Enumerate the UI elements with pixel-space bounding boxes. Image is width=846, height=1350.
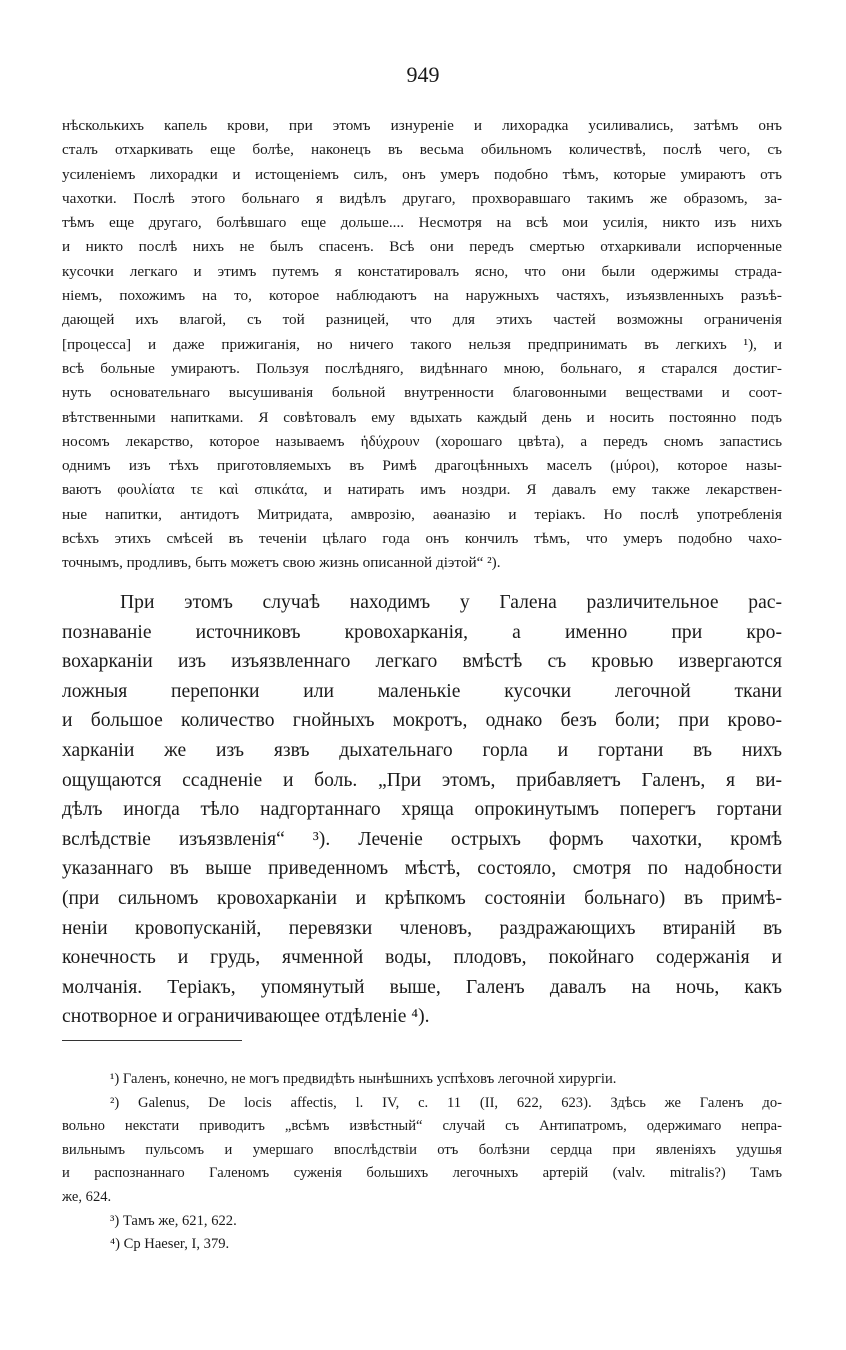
text-line: дающей ихъ влагой, съ той разницей, что для этихъ частей возможны ограниченія xyxy=(62,311,782,329)
text-line: носомъ лекарство, которое называемъ ἡδύχρουν (хорошаго цвѣта), а передъ сномъ запастись xyxy=(62,432,782,450)
main-paragraph xyxy=(62,588,782,1032)
footnote-divider xyxy=(62,1040,242,1041)
text-line: ощущаются ссадненіе и боль. „При этомъ, прибавляетъ Галенъ, я ви- xyxy=(62,769,782,791)
footnote-line: ²) Galenus, De locis affectis, l. IV, c. 11 (II, 622, 623). Здѣсь же Галенъ до- xyxy=(110,1094,782,1111)
text-line: познаваніе источниковъ кровохарканія, а именно при кро- xyxy=(62,621,782,643)
text-line: тѣмъ еще другаго, болѣвшаго еще дольше.... Несмотря на всѣ мои усилія, никто изъ нихъ xyxy=(62,214,782,232)
text-line: При этомъ случаѣ находимъ у Галена различительное рас- xyxy=(120,592,782,613)
text-line: точнымъ, продливъ, быть можетъ свою жизнь описанной діэтой“ ²). xyxy=(62,554,501,572)
footnote-line: же, 624. xyxy=(62,1188,112,1205)
text-line: сталъ отхаркивать еще болѣе, наконецъ въ весьма обильномъ количествѣ, послѣ чего, съ xyxy=(62,141,782,159)
footnote-line: ³) Тамъ же, 621, 622. xyxy=(110,1212,237,1229)
footnote-line: и распознаннаго Галеномъ суженія большихъ легочныхъ артерій (valv. mitralis?) Тамъ xyxy=(62,1165,782,1182)
text-line: неніи кровопусканій, перевязки членовъ, раздражающихъ втираній въ xyxy=(62,917,782,939)
text-line: ные напитки, антидотъ Митридата, амврозію, аѳаназію и теріакъ. Но послѣ употребленія xyxy=(62,505,782,523)
text-line: нѣсколькихъ капель крови, при этомъ изнуреніе и лихорадка усиливались, затѣмъ онъ xyxy=(62,117,782,134)
text-line: всѣхъ этихъ смѣсей въ теченіи цѣлаго года онъ кончилъ тѣмъ, что умеръ подобно чахо- xyxy=(62,530,782,548)
page-number: 949 xyxy=(406,62,440,87)
text-line: чахотки. Послѣ этого больнаго я видѣлъ другаго, прохворавшаго такимъ же образомъ, за- xyxy=(62,189,782,207)
text-line: всѣ больные умираютъ. Пользуя послѣдняго, видѣннаго мною, больнаго, я старался достиг- xyxy=(62,359,782,377)
text-line: вѣтственными напитками. Я совѣтовалъ ему вдыхать каждый день и носить постоянно подъ xyxy=(62,408,782,426)
text-line: указаннаго въ выше приведенномъ мѣстѣ, состояло, смотря по надобности xyxy=(62,858,782,880)
text-line: харканіи же изъ язвъ дыхательнаго горла и гортани въ нихъ xyxy=(62,739,782,761)
text-line: снотворное и ограничивающее отдѣленіе ⁴). xyxy=(62,1006,430,1028)
quoted-passage xyxy=(62,114,782,576)
footnote-line: ⁴) Ср Haeser, I, 379. xyxy=(110,1236,230,1253)
text-line: ложныя перепонки или маленькіе кусочки легочной ткани xyxy=(62,680,782,702)
text-line: кусочки легкаго и этимъ путемъ я констатировалъ ясно, что они были одержимы страда- xyxy=(62,262,782,280)
footnote-line: вольно некстати приводитъ „всѣмъ извѣстный“ случай съ Антипатромъ, одержимаго непра- xyxy=(62,1118,782,1135)
footnotes xyxy=(62,1068,782,1257)
footnote-line: вильнымъ пульсомъ и умершаго впослѣдствіи отъ болѣзни сердца при явленіяхъ удушья xyxy=(62,1141,782,1158)
text-line: и большое количество гнойныхъ мокротъ, однако безъ боли; при крово- xyxy=(62,710,782,732)
text-line: однимъ изъ тѣхъ приготовляемыхъ въ Римѣ драгоцѣнныхъ маселъ (μύροι), которое назы- xyxy=(62,457,782,475)
text-line: вслѣдствіе изъязвленія“ ³). Леченіе острыхъ формъ чахотки, кромѣ xyxy=(62,828,782,850)
text-line: [процесса] и даже прижиганія, но ничего такого нельзя предпринимать въ легкихъ ¹), и xyxy=(62,335,782,353)
text-line: конечность и грудь, ячменной воды, плодовъ, покойнаго содержанія и xyxy=(62,947,782,969)
text-line: дѣлъ иногда тѣло надгортаннаго хряща опрокинутымъ поперегъ гортани xyxy=(62,799,782,821)
text-line: усиленіемъ лихорадки и истощеніемъ силъ, онъ умеръ подобно тѣмъ, которые умираютъ отъ xyxy=(62,165,782,183)
text-line: ніемъ, похожимъ на то, которое наблюдаютъ на наружныхъ частяхъ, изъязвленныхъ разъѣ- xyxy=(62,287,782,305)
text-line: ваютъ φουλίατα τε καὶ σπικάτα, и натирать имъ ноздри. Я давалъ ему также лекарствен- xyxy=(62,481,782,499)
text-line: нуть основательнаго высушиванія больной внутренности благовонными веществами и соот- xyxy=(62,384,782,402)
text-line: и никто послѣ нихъ не былъ спасенъ. Всѣ они передъ смертью отхаркивали испорченные xyxy=(62,238,782,256)
text-line: вохарканіи изъ изъязвленнаго легкаго вмѣстѣ съ кровью извергаются xyxy=(62,651,782,673)
text-line: молчанія. Теріакъ, упомянутый выше, Галенъ давалъ на ночь, какъ xyxy=(62,976,782,998)
text-line: (при сильномъ кровохарканіи и крѣпкомъ состояніи больнаго) въ примѣ- xyxy=(62,887,782,909)
footnote-line: ¹) Галенъ, конечно, не могъ предвидѣть нынѣшнихъ успѣховъ легочной хирургіи. xyxy=(110,1071,617,1087)
